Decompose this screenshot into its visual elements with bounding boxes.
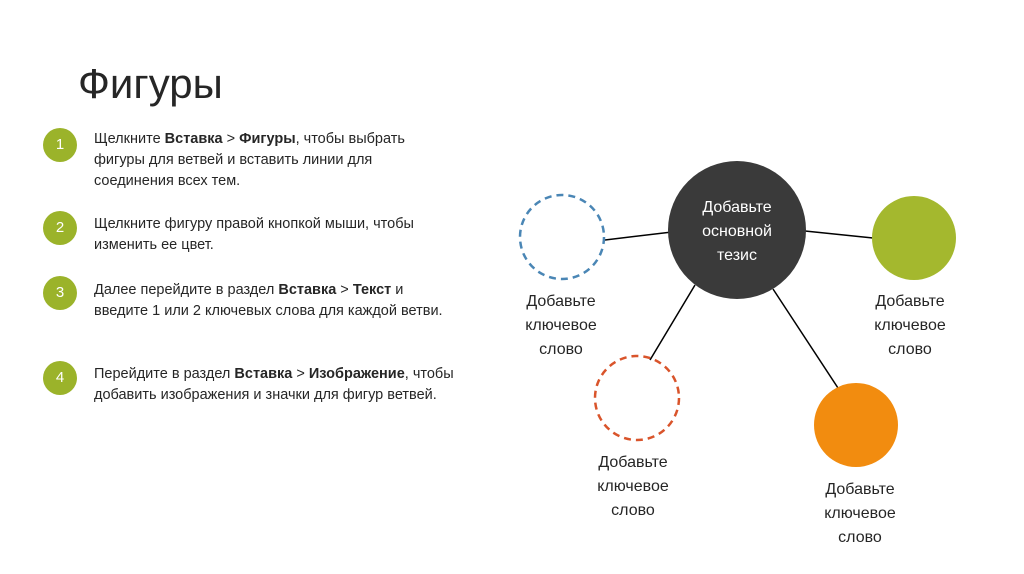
branch-label-top-right[interactable] <box>845 290 975 362</box>
step-4-badge: 4 <box>43 361 77 395</box>
branch-label-line-2: ключевое <box>525 317 597 334</box>
step-text-segment: > <box>336 282 353 298</box>
branch-node-bottom-left[interactable] <box>595 356 679 440</box>
branch-node-bottom-right[interactable] <box>814 383 898 467</box>
step-text-segment: , чтобы выбрать фигуры для ветвей и вставить линии для соединения всех тем. <box>94 131 405 189</box>
step-bold-term: Вставка <box>234 366 293 382</box>
slide-title[interactable]: Фигуры <box>78 60 223 107</box>
connector-top-left <box>605 232 672 240</box>
step-text-segment: Щелкните фигуру правой кнопкой мыши, чтобы изменить ее цвет. <box>94 216 414 253</box>
step-bold-term: Вставка <box>278 282 337 298</box>
center-label-line-2: основной <box>702 223 772 240</box>
step-bold-term: Вставка <box>164 131 223 147</box>
branch-node-top-left[interactable] <box>520 195 604 279</box>
step-bold-term: Текст <box>352 282 392 298</box>
branch-label-line-2: ключевое <box>597 478 669 495</box>
branch-label-line-1: Добавьте <box>526 293 596 310</box>
step-2-badge: 2 <box>43 211 77 245</box>
step-text-segment: Щелкните <box>94 131 165 147</box>
step-text-segment: Далее перейдите в раздел <box>94 282 279 298</box>
branch-label-line-1: Добавьте <box>598 454 668 471</box>
step-text-segment: > <box>292 366 309 382</box>
step-3-badge: 3 <box>43 276 77 310</box>
connector-bottom-right <box>773 289 838 388</box>
branch-label-line-3: слово <box>539 341 583 358</box>
branch-label-line-2: ключевое <box>874 317 946 334</box>
branch-label-line-1: Добавьте <box>825 481 895 498</box>
center-label-line-1: Добавьте <box>702 199 772 216</box>
branch-label-line-3: слово <box>888 341 932 358</box>
step-text-segment: и введите 1 или 2 ключевых слова для каждой ветви. <box>94 282 443 319</box>
step-text-segment: > <box>222 131 240 147</box>
step-bold-term: Фигуры <box>239 131 296 147</box>
branch-label-bottom-left[interactable] <box>568 451 698 523</box>
branch-label-bottom-right[interactable] <box>795 478 925 550</box>
branch-node-top-right[interactable] <box>872 196 956 280</box>
center-node-label[interactable] <box>666 196 808 268</box>
step-text-segment: Перейдите в раздел <box>94 366 235 382</box>
branch-label-line-2: ключевое <box>824 505 896 522</box>
step-text-segment: , чтобы добавить изображения и значки для фигур ветвей. <box>94 366 454 403</box>
step-bold-term: Изображение <box>308 366 405 382</box>
branch-label-line-3: слово <box>611 502 655 519</box>
connector-bottom-left <box>650 285 695 360</box>
branch-label-top-left[interactable] <box>496 290 626 362</box>
center-label-line-3: тезис <box>717 247 757 264</box>
step-1-badge: 1 <box>43 128 77 162</box>
branch-label-line-1: Добавьте <box>875 293 945 310</box>
connector-top-right <box>805 231 873 238</box>
branch-label-line-3: слово <box>838 529 882 546</box>
